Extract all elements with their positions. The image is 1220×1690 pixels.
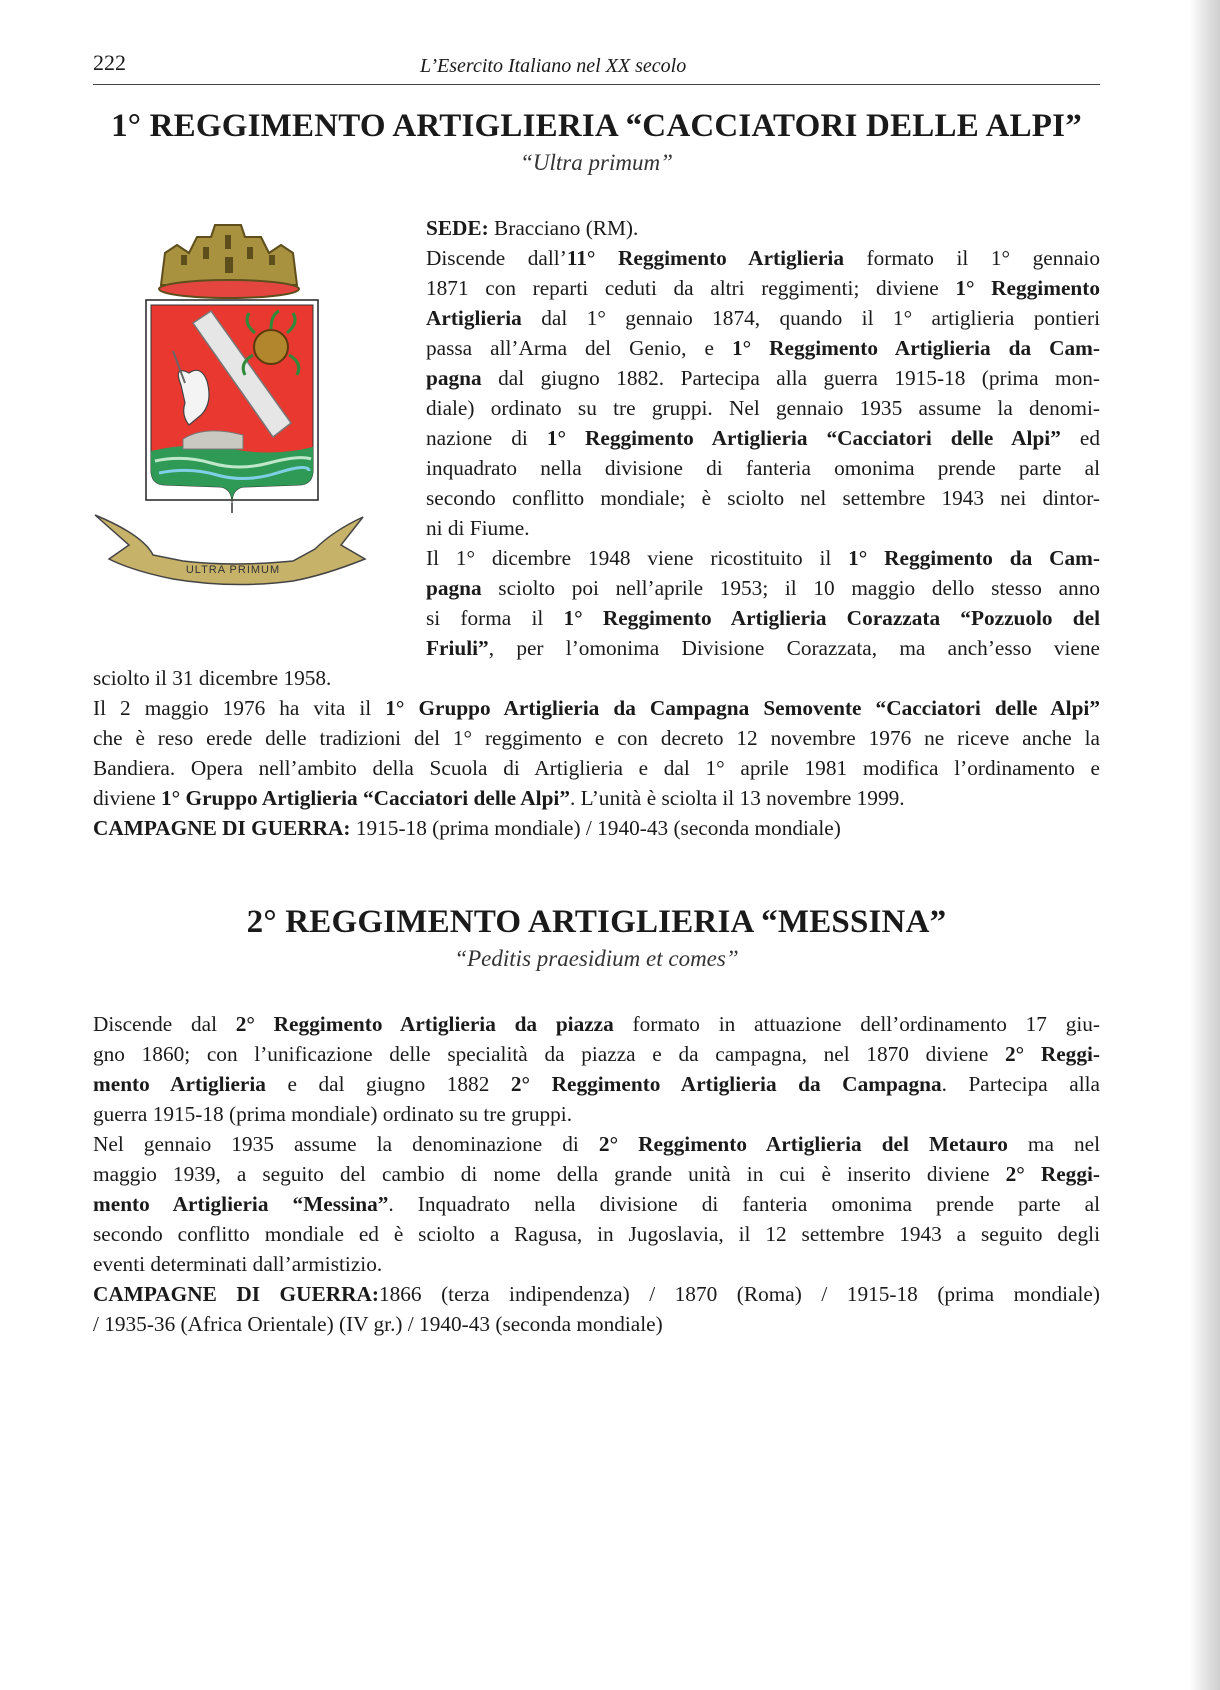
text-line: Friuli”, per l’omonima Divisione Corazzata, ma anch’esso viene (426, 636, 1100, 660)
section2-motto: “Peditis praesidium et comes” (454, 946, 739, 971)
shield-icon (146, 300, 318, 503)
campaigns-line-2: / 1935-36 (Africa Orientale) (IV gr.) / 1940-43 (seconda mondiale) (93, 1312, 663, 1336)
text-line: Il 1° dicembre 1948 viene ricostituito il 1° Reggimento da Cam- (426, 546, 1100, 570)
sede-label: SEDE: (426, 216, 489, 240)
text-line: eventi determinati dall’armistizio. (93, 1252, 383, 1276)
text-line: Bandiera. Opera nell’ambito della Scuola di Artiglieria e dal 1° aprile 1981 modifica l’ordinamento e (93, 756, 1100, 780)
text-line: Il 2 maggio 1976 ha vita il 1° Gruppo Artiglieria da Campagna Semovente “Cacciatori delle Alpi” (93, 696, 1100, 720)
text-line: Discende dal 2° Reggimento Artiglieria da piazza formato in attuazione dell’ordinamento 17 giu- (93, 1012, 1101, 1036)
campaigns-line (93, 813, 1100, 843)
campaigns-value: 1915-18 (prima mondiale) / 1940-43 (seconda mondiale) (350, 816, 841, 840)
sede-value: Bracciano (RM). (488, 216, 639, 240)
text-line: pagna sciolto poi nell’aprile 1953; il 10 maggio dello stesso anno (426, 576, 1100, 600)
text-line: guerra 1915-18 (prima mondiale) ordinato su tre gruppi. (93, 1102, 573, 1126)
campaigns-label: CAMPAGNE DI GUERRA: (93, 816, 351, 840)
section1-motto: “Ultra primum” (520, 150, 673, 175)
text-line: Discende dall’11° Reggimento Artiglieria formato il 1° gennaio (426, 246, 1100, 270)
section1-text-column (426, 213, 1100, 663)
section2-text (93, 1009, 1100, 1339)
text-line: secondo conflitto mondiale ed è sciolto a Ragusa, in Jugoslavia, il 12 settembre 1943 a seguito degli (93, 1222, 1100, 1246)
sede-line (426, 213, 1100, 243)
text-line: si forma il 1° Reggimento Artiglieria Corazzata “Pozzuolo del (426, 606, 1100, 630)
text-line: inquadrato nella divisione di fanteria omonima prende parte al (426, 456, 1100, 480)
motto-scroll-icon (95, 515, 365, 585)
campaigns-label: CAMPAGNE DI GUERRA: (93, 1282, 379, 1306)
text-line: nazione di 1° Reggimento Artiglieria “Cacciatori delle Alpi” ed (426, 426, 1101, 450)
text-line: gno 1860; con l’unificazione delle specialità da piazza e da campagna, nel 1870 diviene 2° Reggi- (93, 1042, 1100, 1066)
text-line: passa all’Arma del Genio, e 1° Reggimento Artiglieria da Cam- (426, 336, 1100, 360)
section2-title: 2° REGGIMENTO ARTIGLIERIA “MESSINA” (246, 904, 947, 940)
scroll-text: ULTRA PRIMUM (185, 564, 281, 576)
text-line: Artiglieria dal 1° gennaio 1874, quando il 1° artiglieria pontieri (426, 306, 1100, 330)
header-rule (93, 84, 1100, 85)
text-line: 1871 con reparti ceduti da altri reggimenti; diviene 1° Reggimento (426, 276, 1100, 300)
section1-title: 1° REGGIMENTO ARTIGLIERIA “CACCIATORI DELLE ALPI” (111, 108, 1082, 144)
text-line: diviene 1° Gruppo Artiglieria “Cacciatori delle Alpi”. L’unità è sciolta il 13 novembre 1999. (93, 786, 905, 810)
coat-of-arms (93, 215, 393, 635)
mural-crown-icon (159, 225, 299, 298)
text-line: ni di Fiume. (426, 516, 530, 540)
section1-full-width-text (93, 663, 1100, 843)
running-title: L’Esercito Italiano nel XX secolo (420, 55, 687, 77)
text-line: mento Artiglieria “Messina”. Inquadrato nella divisione di fanteria omonima prende parte al (93, 1192, 1101, 1216)
text-line: pagna dal giugno 1882. Partecipa alla guerra 1915-18 (prima mon- (426, 366, 1100, 390)
text-line: maggio 1939, a seguito del cambio di nome della grande unità in cui è inserito diviene 2° Reggi- (93, 1162, 1100, 1186)
text-line: diale) ordinato su tre gruppi. Nel gennaio 1935 assume la denomi- (426, 396, 1100, 420)
text-line: mento Artiglieria e dal giugno 1882 2° Reggimento Artiglieria da Campagna. Partecipa alla (93, 1072, 1100, 1096)
campaigns-value: 1866 (terza indipendenza) / 1870 (Roma) / 1915-18 (prima mondiale) (378, 1282, 1100, 1306)
campaigns-line (93, 1279, 1100, 1309)
text-line: secondo conflitto mondiale; è sciolto nel settembre 1943 nei dintor- (426, 486, 1100, 510)
page-edge (1190, 0, 1220, 1690)
text-line: Nel gennaio 1935 assume la denominazione di 2° Reggimento Artiglieria del Metauro ma nel (93, 1132, 1100, 1156)
text-line: che è reso erede delle tradizioni del 1° reggimento e con decreto 12 novembre 1976 ne riceve anche la (93, 726, 1100, 750)
text-line: sciolto il 31 dicembre 1958. (93, 666, 332, 690)
page-number: 222 (93, 50, 126, 75)
